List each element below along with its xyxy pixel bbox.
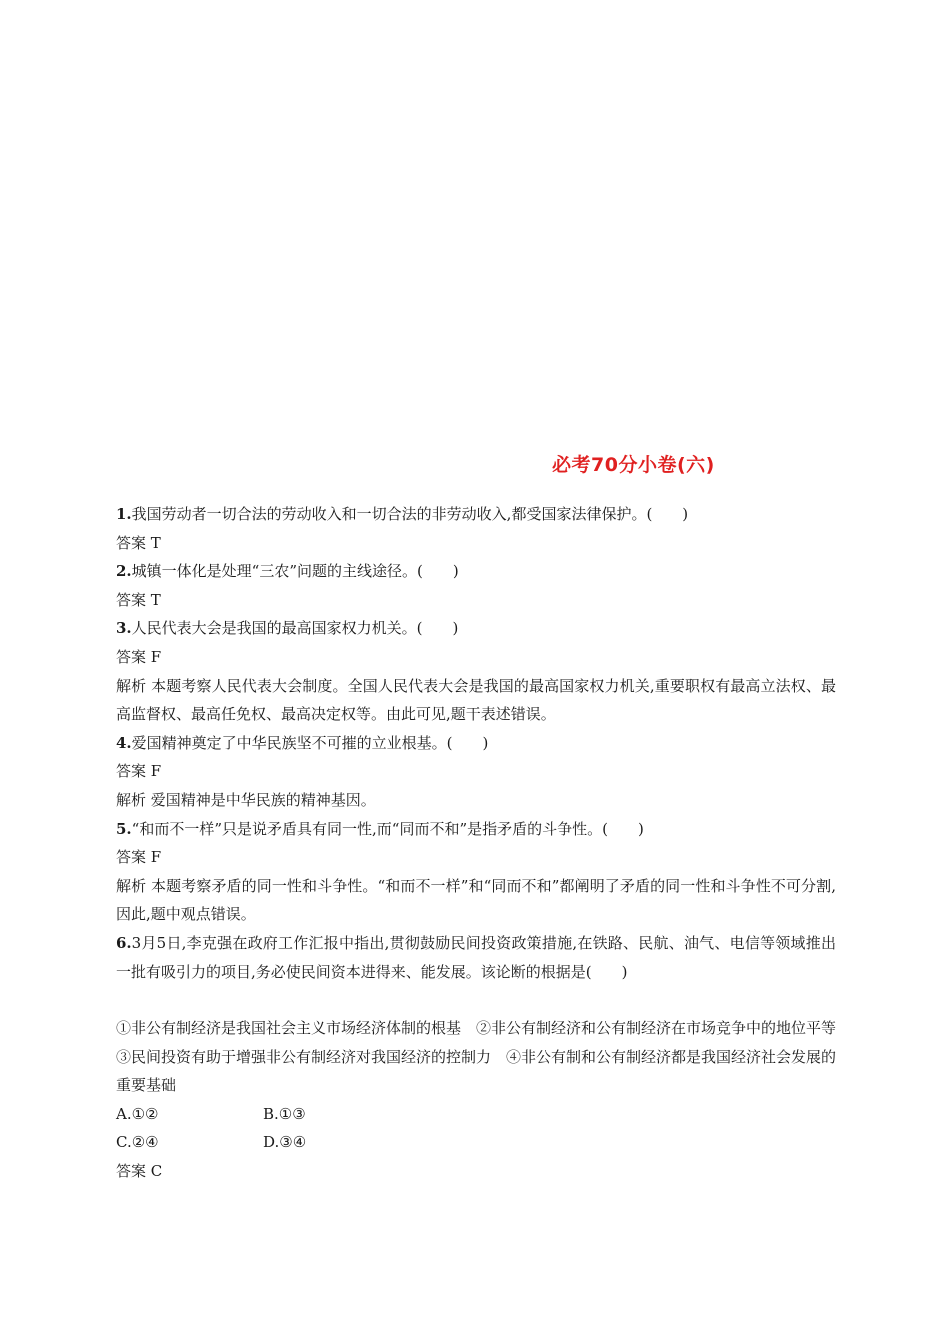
analysis-3: 解析 本题考察人民代表大会制度。全国人民代表大会是我国的最高国家权力机关,重要职权有最高立法权、最高监督权、最高任免权、最高决定权等。由此可见,题干表述错误。 [116,676,836,724]
question-number: 6. [116,933,132,952]
options-row-2 [116,1128,836,1157]
question-number: 2. [116,562,132,581]
question-number: 4. [116,733,132,752]
question-number: 1. [116,505,132,523]
question-stem: 我国劳动者一切合法的劳动收入和一切合法的非劳动收入,都受国家法律保护。( ) [131,505,689,523]
answer-1: 答案 T [116,533,161,552]
question-number: 3. [116,619,132,638]
question-list [116,500,852,1186]
option-d: D.③④ [263,1133,307,1152]
question-number: 5. [116,819,132,838]
answer-3: 答案 F [116,647,162,666]
question-4 [116,729,836,758]
option-a: A.①② [116,1104,159,1123]
question-5 [116,815,836,844]
analysis-4: 解析 爱国精神是中华民族的精神基因。 [116,790,376,809]
answer-6: 答案 C [116,1162,163,1181]
question-6 [116,929,836,986]
question-3 [116,614,836,643]
question-stem: 3月5日,李克强在政府工作汇报中指出,贯彻鼓励民间投资政策措施,在铁路、民航、油气、电信等领域推出一批有吸引力的项目,务必使民间资本进得来、能发展。该论断的根据是( ) [116,933,836,981]
spacer [116,986,836,1014]
question-2 [116,557,836,586]
question-stem: 爱国精神奠定了中华民族坚不可摧的立业根基。( ) [131,733,489,752]
answer-4: 答案 F [116,762,162,781]
question-1 [116,500,836,529]
answer-5: 答案 F [116,848,162,867]
option-c: C.②④ [116,1133,159,1152]
question-stem: 人民代表大会是我国的最高国家权力机关。( ) [131,619,459,638]
answer-2: 答案 T [116,590,161,609]
option-b: B.①③ [263,1104,306,1123]
page-title: 必考70分小卷(六) [552,454,715,476]
options-row-1 [116,1100,836,1129]
question-stem: 城镇一体化是处理“三农”问题的主线途径。( ) [131,562,459,581]
question-stem: “和而不一样”只是说矛盾具有同一性,而“同而不和”是指矛盾的斗争性。( ) [131,819,644,838]
analysis-5: 解析 本题考察矛盾的同一性和斗争性。“和而不一样”和“同而不和”都阐明了矛盾的同一性和斗争性不可分割,因此,题中观点错误。 [116,876,836,924]
statements-6: ①非公有制经济是我国社会主义市场经济体制的根基 ②非公有制经济和公有制经济在市场竞争中的地位平等 ③民间投资有助于增强非公有制经济对我国经济的控制力 ④非公有制和公有制经济都是我国经济社会发展的重要基础 [116,1019,852,1095]
